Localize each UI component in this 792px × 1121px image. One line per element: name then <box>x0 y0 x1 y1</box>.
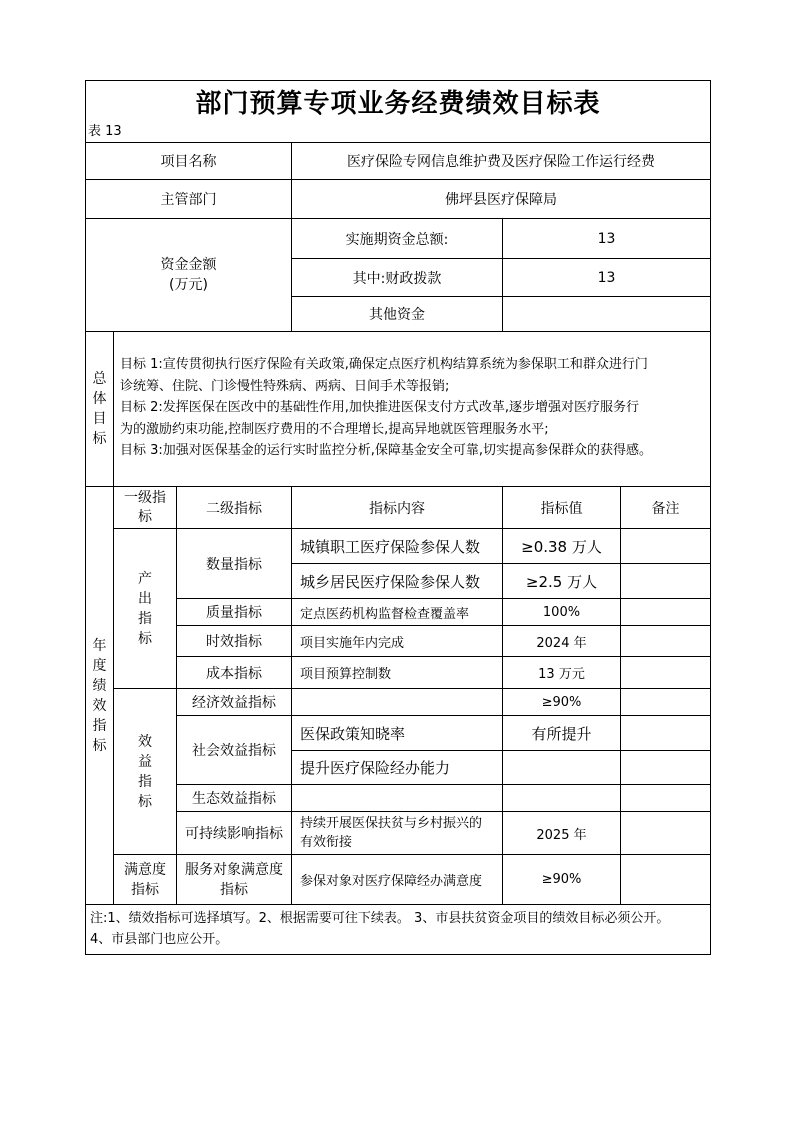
table-row-remark <box>620 563 711 599</box>
overall-goal-char: 总 <box>92 371 107 387</box>
funds-other-label: 其他资金 <box>291 296 503 332</box>
benefit-char: 益 <box>138 753 152 770</box>
goal-line: 目标 1:宣传贯彻执行医疗保险有关政策,确保定点医疗机构结算系统为参保职工和群众进行门 <box>120 357 648 372</box>
overall-goal-char: 目 <box>92 411 107 427</box>
header-level1-line2: 标 <box>138 508 152 525</box>
annual-char: 度 <box>92 657 107 674</box>
time-indicator-content: 项目实施年内完成 <box>291 625 503 657</box>
satisfaction-level2-line1: 服务对象满意度 <box>185 861 283 878</box>
table-row-remark <box>620 854 711 905</box>
header-level1-line1: 一级指 <box>124 489 166 506</box>
economic-indicator-content <box>291 688 503 716</box>
table-row-remark <box>620 750 711 785</box>
footnote <box>85 904 711 955</box>
benefit-char: 效 <box>138 733 152 750</box>
table-row-content: 城镇职工医疗保险参保人数 <box>291 528 503 564</box>
table-row-remark <box>620 715 711 751</box>
table-row-content: 医保政策知晓率 <box>291 715 503 751</box>
satisfaction-content: 参保对象对医疗保障经办满意度 <box>291 854 503 905</box>
table-row-value: ≥2.5 万人 <box>502 563 621 599</box>
title-text: 部门预算专项业务经费绩效目标表 <box>195 88 601 119</box>
benefit-char: 指 <box>138 773 152 790</box>
satisfaction-level1-line2: 指标 <box>131 881 159 898</box>
annual-char: 标 <box>92 737 107 754</box>
table-row-value: ≥0.38 万人 <box>502 528 621 564</box>
funds-label-line1: 资金金额 <box>160 257 217 273</box>
table-row-remark <box>620 784 711 812</box>
sustainable-indicator-label: 可持续影响指标 <box>176 811 292 855</box>
output-char: 指 <box>138 610 152 627</box>
annual-char: 效 <box>92 697 107 714</box>
satisfaction-level1 <box>113 854 177 905</box>
annual-char: 绩 <box>92 677 107 694</box>
cost-indicator-content: 项目预算控制数 <box>291 656 503 689</box>
table-row-remark <box>620 528 711 564</box>
goal-line: 目标 2:发挥医保在医改中的基础性作用,加快推进医保支付方式改革,逐步增强对医疗服务行 <box>120 400 640 415</box>
project-name-value: 医疗保险专网信息维护费及医疗保险工作运行经费 <box>291 142 711 180</box>
output-char: 标 <box>138 630 152 647</box>
dept-label: 主管部门 <box>85 179 292 219</box>
header-level2: 二级指标 <box>176 486 292 529</box>
sustainable-content-line2: 有效衔接 <box>300 835 353 850</box>
header-remark: 备注 <box>620 486 711 529</box>
table-row-remark <box>620 656 711 689</box>
ecological-indicator-value <box>502 784 621 812</box>
header-content: 指标内容 <box>291 486 503 529</box>
overall-goal-char: 体 <box>92 391 107 407</box>
economic-indicator-label: 经济效益指标 <box>176 688 292 716</box>
sustainable-indicator-value: 2025 年 <box>502 811 621 855</box>
funds-total-value: 13 <box>502 218 711 259</box>
benefit-indicators-label <box>113 688 177 855</box>
goal-line: 目标 3:加强对医保基金的运行实时监控分析,保障基金安全可靠,切实提高参保群众的获得感。 <box>120 443 653 458</box>
satisfaction-value: ≥90% <box>502 854 621 905</box>
quality-indicator-content: 定点医药机构监督检查覆盖率 <box>291 598 503 626</box>
ecological-indicator-content <box>291 784 503 812</box>
table-row-value: 有所提升 <box>502 715 621 751</box>
cost-indicator-value: 13 万元 <box>502 656 621 689</box>
output-char: 产 <box>138 570 152 587</box>
table-row-remark <box>620 625 711 657</box>
funds-label-line2: (万元) <box>169 277 208 293</box>
annual-char: 年 <box>92 637 107 654</box>
sustainable-indicator-content <box>291 811 503 855</box>
funds-other-value <box>502 296 711 332</box>
economic-indicator-value: ≥90% <box>502 688 621 716</box>
goal-line: 诊统筹、住院、门诊慢性特殊病、两病、日间手术等报销; <box>120 378 450 394</box>
table-row-remark <box>620 688 711 716</box>
funds-total-label: 实施期资金总额: <box>291 218 503 259</box>
cost-indicator-label: 成本指标 <box>176 656 292 689</box>
overall-goal-content <box>113 331 711 487</box>
table-row-remark <box>620 811 711 855</box>
quality-indicator-label: 质量指标 <box>176 598 292 626</box>
funds-fiscal-label: 其中:财政拨款 <box>291 258 503 297</box>
quality-indicator-value: 100% <box>502 598 621 626</box>
sustainable-content-line1: 持续开展医保扶贫与乡村振兴的 <box>300 816 483 831</box>
table-row-content: 城乡居民医疗保险参保人数 <box>291 563 503 599</box>
header-level1 <box>113 486 177 529</box>
table-number: 表 13 <box>88 124 122 139</box>
funds-label <box>85 218 292 332</box>
table-row-value <box>502 750 621 785</box>
table-row-remark <box>620 598 711 626</box>
benefit-char: 标 <box>138 793 152 810</box>
dept-value: 佛坪县医疗保障局 <box>291 179 711 219</box>
annual-char: 指 <box>92 717 107 734</box>
page-title <box>85 80 711 122</box>
time-indicator-label: 时效指标 <box>176 625 292 657</box>
satisfaction-level1-line1: 满意度 <box>124 861 166 878</box>
output-char: 出 <box>138 590 152 607</box>
social-indicator-label: 社会效益指标 <box>176 715 292 785</box>
quantity-indicator-label: 数量指标 <box>176 528 292 599</box>
overall-goal-label <box>85 331 114 487</box>
annual-indicators-label <box>85 486 114 905</box>
overall-goal-char: 标 <box>92 431 107 447</box>
table-row-content: 提升医疗保险经办能力 <box>291 750 503 785</box>
goal-line: 为的激励约束功能,控制医疗费用的不合理增长,提高异地就医管理服务水平; <box>120 421 549 437</box>
header-value: 指标值 <box>502 486 621 529</box>
footnote-line2: 4、市县部门也应公开。 <box>90 932 229 947</box>
time-indicator-value: 2024 年 <box>502 625 621 657</box>
ecological-indicator-label: 生态效益指标 <box>176 784 292 812</box>
footnote-line1: 注:1、绩效指标可选择填写。2、根据需要可往下续表。 3、市县扶贫资金项目的绩效目标必须公开。 <box>90 911 670 926</box>
satisfaction-level2-line2: 指标 <box>220 881 248 898</box>
output-indicators-label <box>113 528 177 689</box>
funds-fiscal-value: 13 <box>502 258 711 297</box>
satisfaction-level2 <box>176 854 292 905</box>
project-name-label: 项目名称 <box>85 142 292 180</box>
